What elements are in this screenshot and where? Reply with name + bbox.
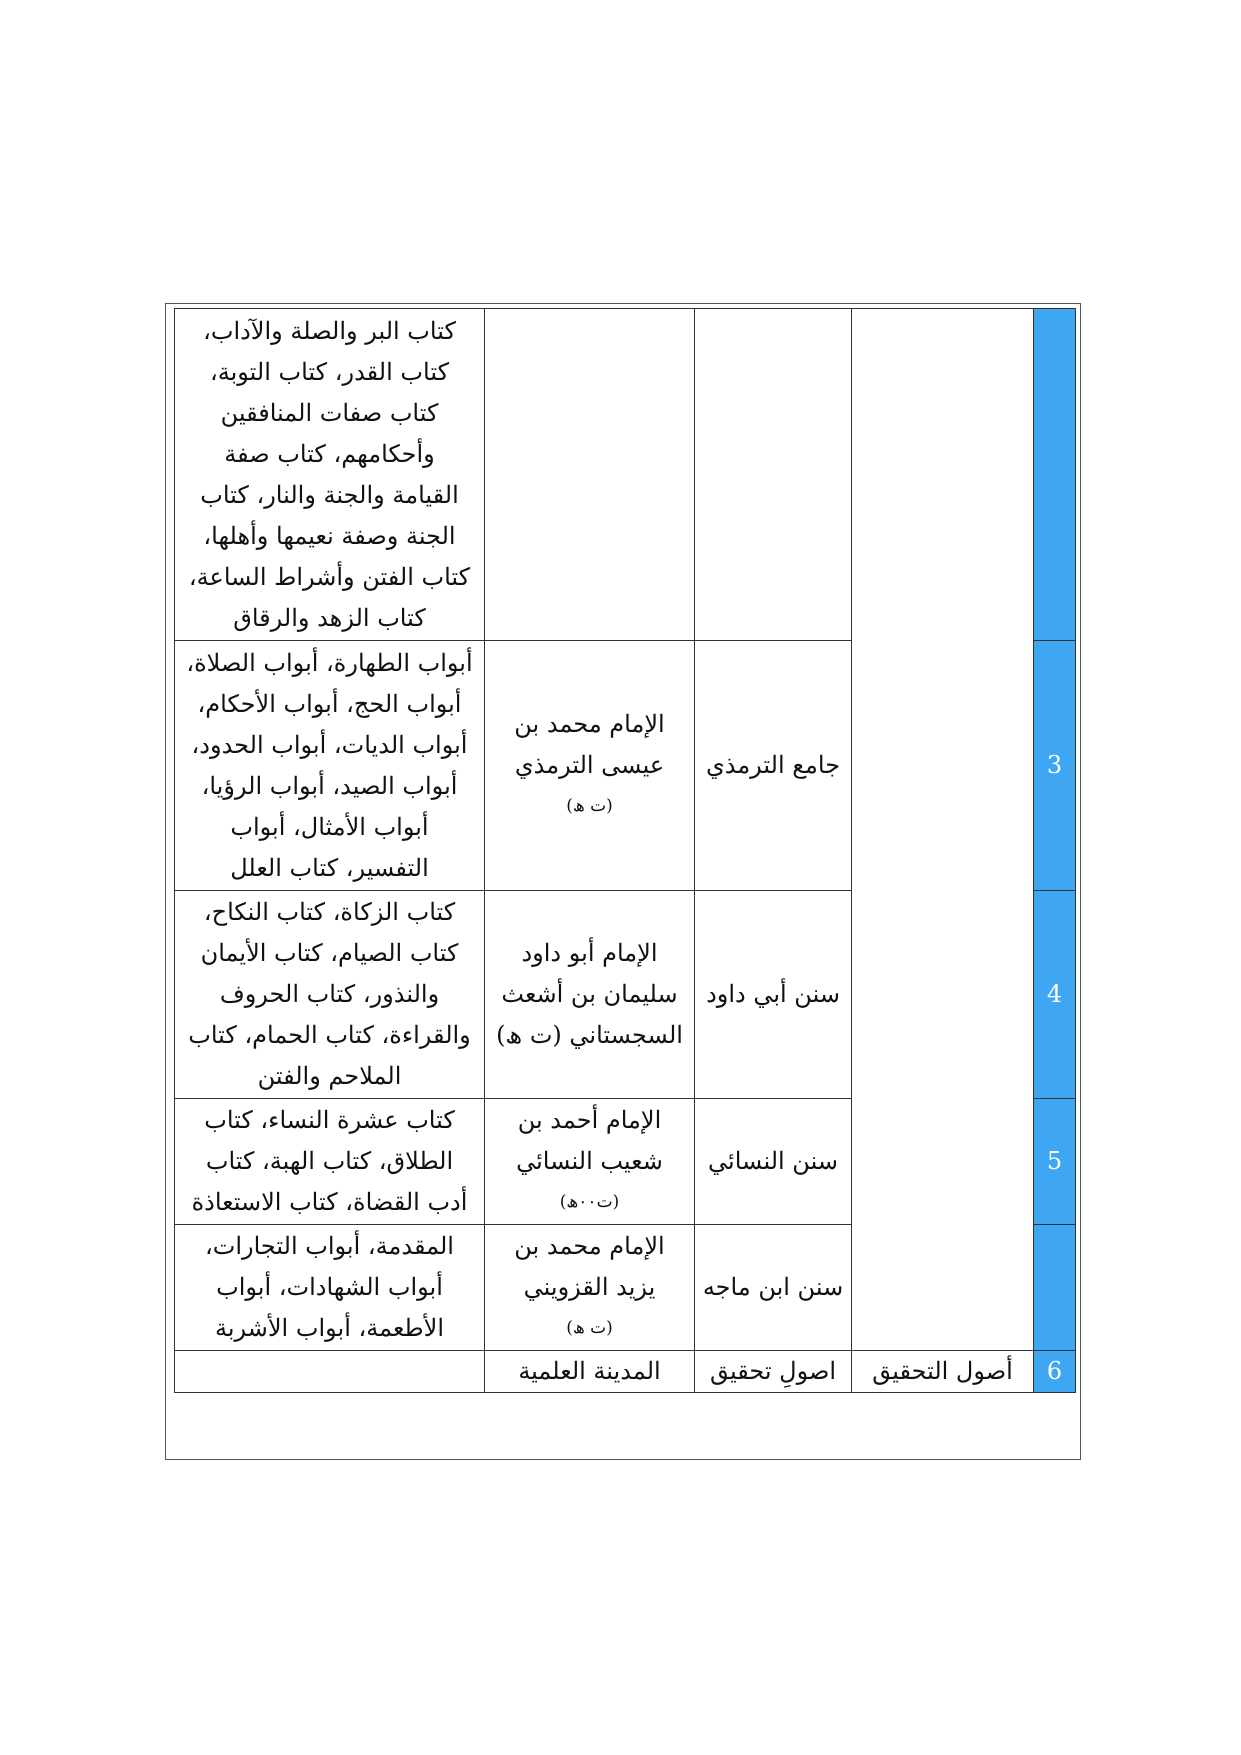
author-cell: الإمام محمد بن عيسى الترمذي (ت ھ)	[485, 641, 695, 891]
category-cell: أصول التحقيق	[852, 1351, 1034, 1393]
row-number-cell	[1034, 1225, 1076, 1351]
table-row	[175, 309, 1076, 641]
category-cell	[852, 309, 1034, 1351]
table-row	[175, 1351, 1076, 1393]
book-title-cell: اصولِ تحقیق	[695, 1351, 852, 1393]
chapters-cell: المقدمة، أبواب التجارات، أبواب الشهادات، أبواب الأطعمة، أبواب الأشربة	[175, 1225, 485, 1351]
book-title-cell: سنن أبي داود	[695, 891, 852, 1099]
book-title-cell: سنن النسائي	[695, 1099, 852, 1225]
row-number-cell: 3	[1034, 641, 1076, 891]
sources-table	[174, 308, 1076, 1393]
chapters-cell: كتاب البر والصلة والآداب، كتاب القدر، كتاب التوبة، كتاب صفات المنافقين وأحكامهم، كتاب صفة القيامة والجنة والنار، كتاب الجنة وصفة نعيمها وأهلها، كتاب الفتن وأشراط الساعة، كتاب الزهد والرقاق	[175, 309, 485, 641]
author-cell: الإمام أبو داود سليمان بن أشعث السجستاني (ت ھ)	[485, 891, 695, 1099]
row-number-cell: 4	[1034, 891, 1076, 1099]
chapters-cell: أبواب الطهارة، أبواب الصلاة، أبواب الحج، أبواب الأحكام، أبواب الديات، أبواب الحدود، أبواب الصيد، أبواب الرؤيا، أبواب الأمثال، أبواب التفسير، كتاب العلل	[175, 641, 485, 891]
book-title-cell	[695, 309, 852, 641]
row-number-cell: 5	[1034, 1099, 1076, 1225]
publisher-cell: المدينة العلمية	[485, 1351, 695, 1393]
chapters-cell	[175, 1351, 485, 1393]
row-number-cell: 6	[1034, 1351, 1076, 1393]
book-title-cell: جامع الترمذي	[695, 641, 852, 891]
author-cell	[485, 309, 695, 641]
row-number-cell	[1034, 309, 1076, 641]
chapters-cell: كتاب الزكاة، كتاب النكاح، كتاب الصيام، كتاب الأيمان والنذور، كتاب الحروف والقراءة، كتاب الحمام، كتاب الملاحم والفتن	[175, 891, 485, 1099]
chapters-cell: كتاب عشرة النساء، كتاب الطلاق، كتاب الهبة، كتاب أدب القضاة، كتاب الاستعاذة	[175, 1099, 485, 1225]
author-cell: الإمام محمد بن يزيد القزويني (ت ھ)	[485, 1225, 695, 1351]
book-title-cell: سنن ابن ماجه	[695, 1225, 852, 1351]
author-cell: الإمام أحمد بن شعيب النسائي (ت٠٠ھ)	[485, 1099, 695, 1225]
